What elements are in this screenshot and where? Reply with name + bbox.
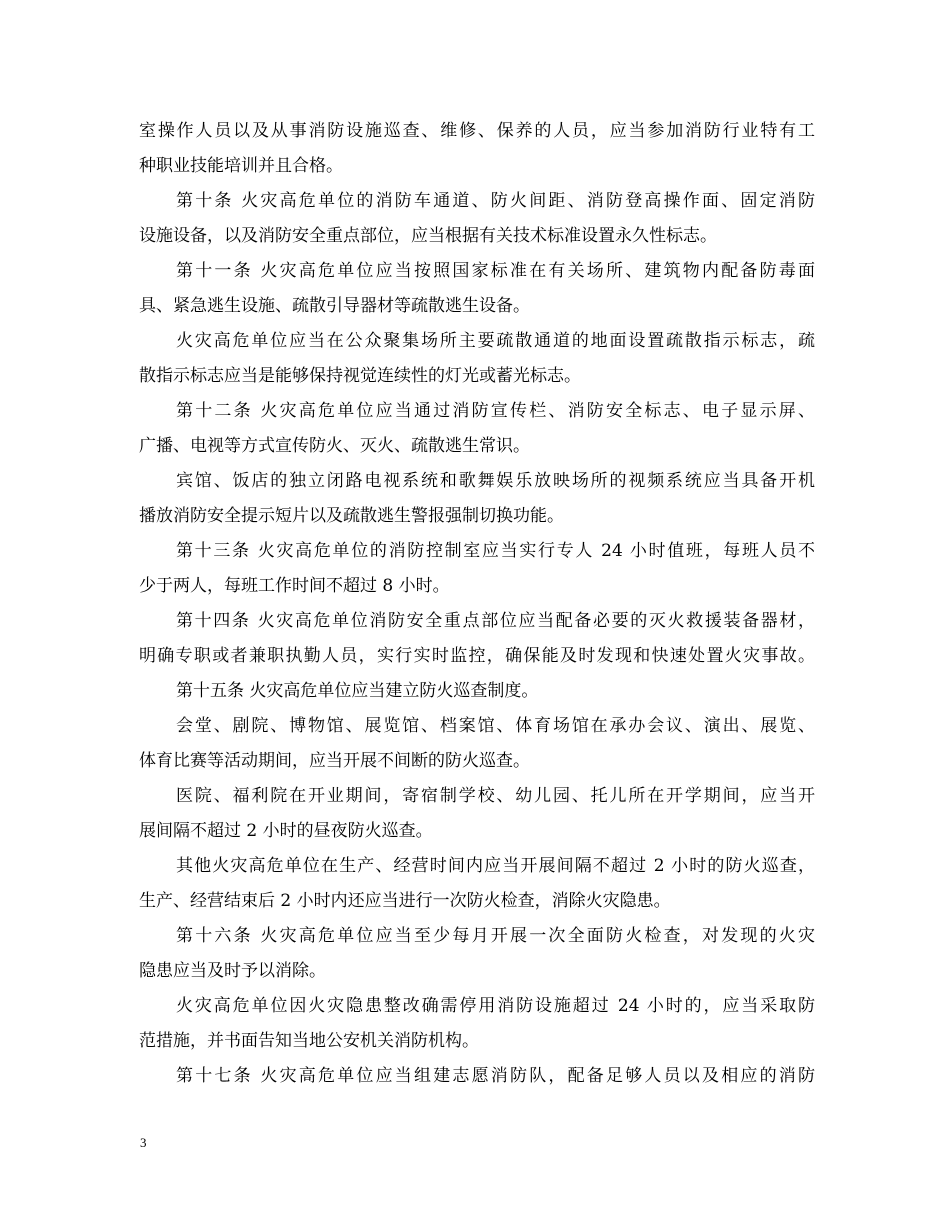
text-line: 广播、电视等方式宣传防火、灭火、疏散逃生常识。 xyxy=(139,436,530,456)
text-line: 种职业技能培训并且合格。 xyxy=(139,156,343,176)
text-line: 火灾高危单位应当在公众聚集场所主要疏散通道的地面设置疏散指示标志，疏 xyxy=(176,331,815,351)
document-body xyxy=(139,114,815,1094)
text-line: 会堂、剧院、博物馆、展览馆、档案馆、体育场馆在承办会议、演出、展览、 xyxy=(176,716,815,736)
text-line: 第十三条 火灾高危单位的消防控制室应当实行专人 24 小时值班，每班人员不 xyxy=(176,541,815,561)
page-number: 3 xyxy=(140,1135,147,1150)
text-line: 宾馆、饭店的独立闭路电视系统和歌舞娱乐放映场所的视频系统应当具备开机 xyxy=(176,471,815,491)
text-line: 室操作人员以及从事消防设施巡查、维修、保养的人员，应当参加消防行业特有工 xyxy=(139,121,815,141)
text-line: 设施设备，以及消防安全重点部位，应当根据有关技术标准设置永久性标志。 xyxy=(139,226,717,246)
text-line: 散指示标志应当是能够保持视觉连续性的灯光或蓄光标志。 xyxy=(139,366,581,386)
text-line: 其他火灾高危单位在生产、经营时间内应当开展间隔不超过 2 小时的防火巡查， xyxy=(176,856,815,876)
text-line: 医院、福利院在开业期间，寄宿制学校、幼儿园、托儿所在开学期间，应当开 xyxy=(176,786,815,806)
text-line: 第十五条 火灾高危单位应当建立防火巡查制度。 xyxy=(176,681,539,701)
text-line: 明确专职或者兼职执勤人员，实行实时监控，确保能及时发现和快速处置火灾事故。 xyxy=(139,646,815,666)
text-line: 少于两人，每班工作时间不超过 8 小时。 xyxy=(139,576,450,596)
text-line: 具、紧急逃生设施、疏散引导器材等疏散逃生设备。 xyxy=(139,296,530,316)
text-line: 第十七条 火灾高危单位应当组建志愿消防队，配备足够人员以及相应的消防 xyxy=(176,1066,815,1086)
text-line: 火灾高危单位因火灾隐患整改确需停用消防设施超过 24 小时的，应当采取防 xyxy=(176,996,815,1016)
text-line: 第十一条 火灾高危单位应当按照国家标准在有关场所、建筑物内配备防毒面 xyxy=(176,261,815,281)
text-line: 生产、经营结束后 2 小时内还应当进行一次防火检查，消除火灾隐患。 xyxy=(139,891,671,911)
text-line: 体育比赛等活动期间，应当开展不间断的防火巡查。 xyxy=(139,751,530,771)
text-line: 第十四条 火灾高危单位消防安全重点部位应当配备必要的灭火救援装备器材， xyxy=(176,611,815,631)
text-line: 第十条 火灾高危单位的消防车通道、防火间距、消防登高操作面、固定消防 xyxy=(176,191,815,211)
text-line: 隐患应当及时予以消除。 xyxy=(139,961,326,981)
text-line: 播放消防安全提示短片以及疏散逃生警报强制切换功能。 xyxy=(139,506,564,526)
text-line: 范措施，并书面告知当地公安机关消防机构。 xyxy=(139,1031,479,1051)
text-line: 展间隔不超过 2 小时的昼夜防火巡查。 xyxy=(139,821,433,841)
text-line: 第十二条 火灾高危单位应当通过消防宣传栏、消防安全标志、电子显示屏、 xyxy=(176,401,815,421)
text-line: 第十六条 火灾高危单位应当至少每月开展一次全面防火检查，对发现的火灾 xyxy=(176,926,815,946)
